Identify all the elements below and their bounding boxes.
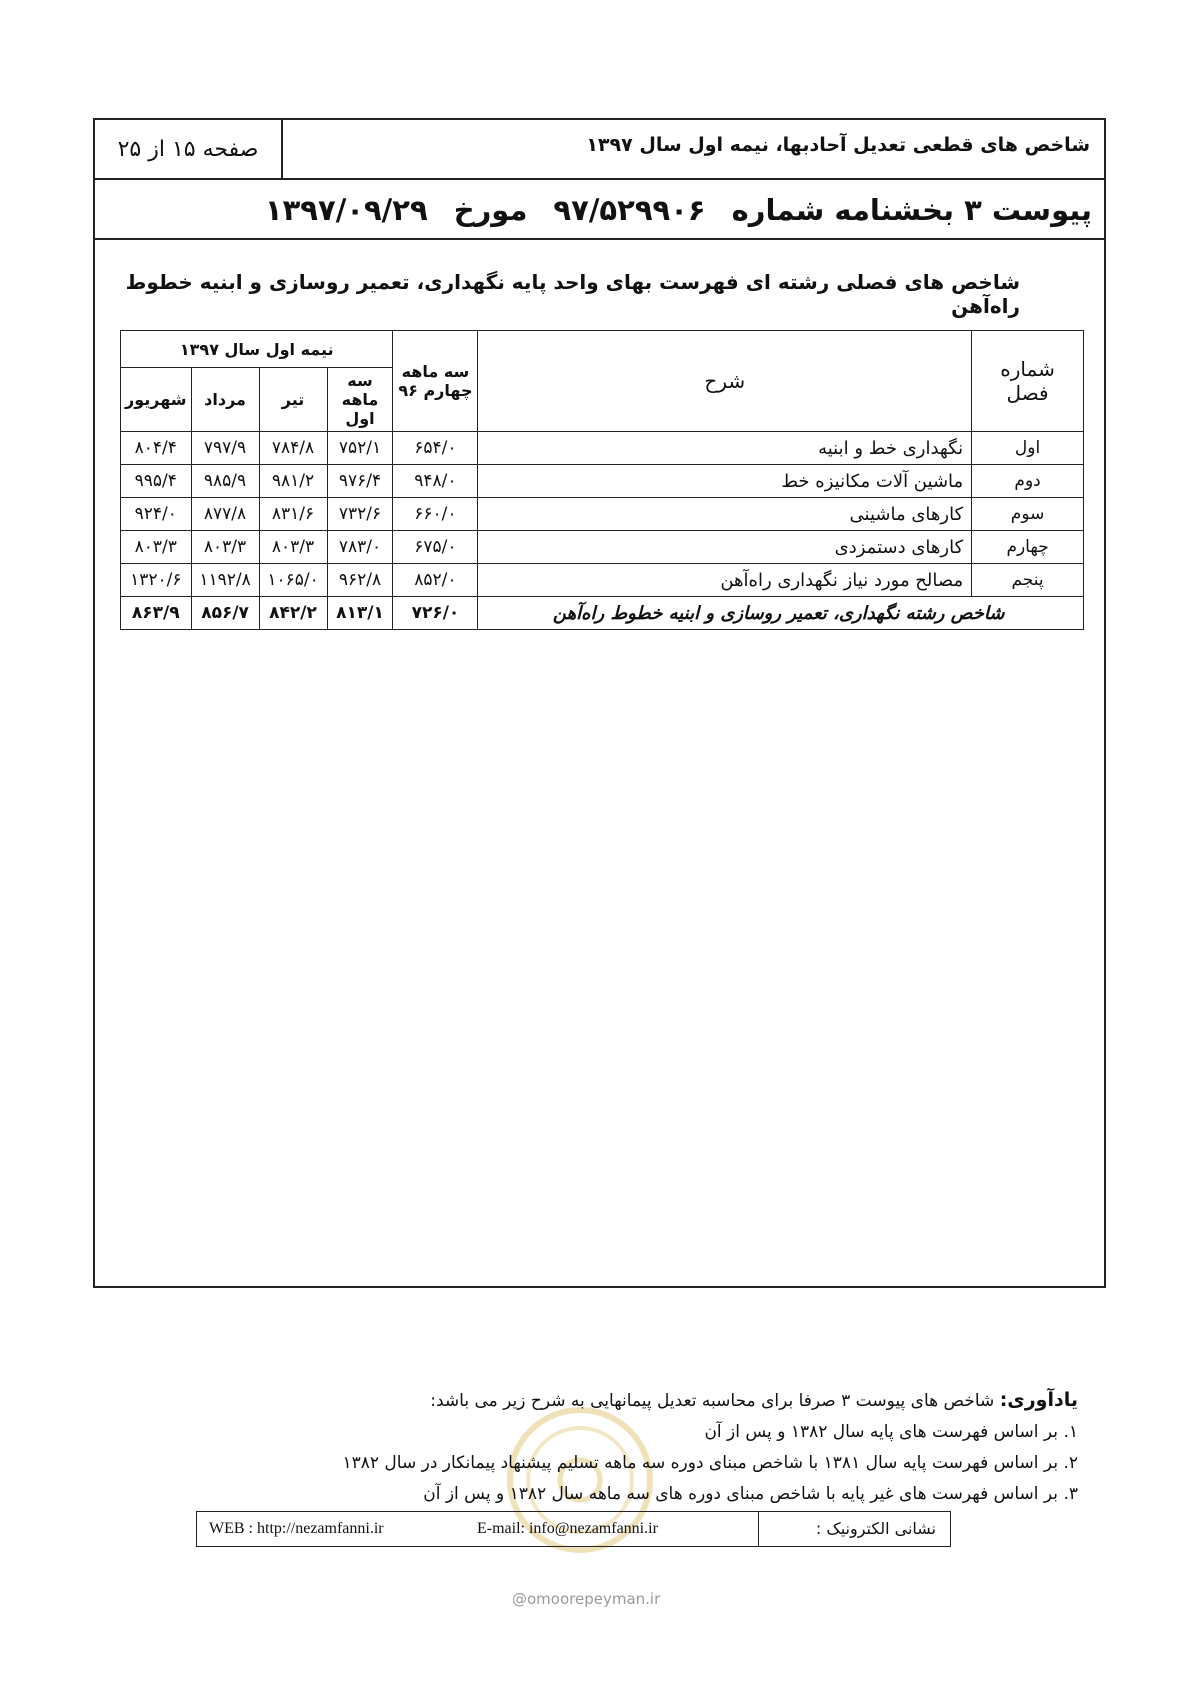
notes [343, 1385, 1079, 1510]
page-frame [93, 118, 1106, 1288]
cell-tir: ۷۸۴/۸ [259, 432, 327, 465]
header-q1 [327, 368, 393, 432]
header-desc: شرح [478, 331, 972, 432]
header-chapter: شماره فصل [972, 331, 1084, 432]
note-item: ۲. بر اساس فهرست پایه سال ۱۳۸۱ با شاخص مبنای دوره سه ماهه تسلیم پیشنهاد پیمانکار در سال ۱۳۸۲ [342, 1453, 1078, 1473]
table-row [121, 465, 1084, 498]
cell-chapter: اول [972, 432, 1084, 465]
doc-title: شاخص های قطعی تعدیل آحادبها، نیمه اول سال ۱۳۹۷ [586, 134, 1090, 156]
annex-label: پیوست ۳ بخشنامه شماره [731, 193, 1092, 227]
cell-tir: ۸۰۳/۳ [259, 531, 327, 564]
table-row [121, 498, 1084, 531]
header-q4-96-line1: سه ماهه [401, 362, 470, 381]
cell-q1: ۹۶۲/۸ [327, 564, 393, 597]
total-tir: ۸۴۲/۲ [259, 597, 327, 630]
cell-q1: ۷۳۲/۶ [327, 498, 393, 531]
cell-mordad: ۹۸۵/۹ [191, 465, 259, 498]
watermark-site: @omoorepeyman.ir [512, 1590, 661, 1608]
cell-desc: مصالح مورد نیاز نگهداری راه‌آهن [478, 564, 972, 597]
email-link[interactable]: E-mail: info@nezamfanni.ir [477, 1520, 658, 1537]
cell-q1: ۷۸۳/۰ [327, 531, 393, 564]
contact-label: نشانی الکترونیک : [758, 1512, 950, 1546]
cell-q1: ۹۷۶/۴ [327, 465, 393, 498]
total-mordad: ۸۵۶/۷ [191, 597, 259, 630]
annex-title [95, 180, 1104, 240]
cell-q4: ۶۷۵/۰ [393, 531, 478, 564]
cell-desc: کارهای دستمزدی [478, 531, 972, 564]
cell-shahrivar: ۸۰۳/۳ [121, 531, 192, 564]
cell-desc: نگهداری خط و ابنیه [478, 432, 972, 465]
cell-q4: ۶۵۴/۰ [393, 432, 478, 465]
cell-q4: ۸۵۲/۰ [393, 564, 478, 597]
total-q4: ۷۲۶/۰ [393, 597, 478, 630]
cell-q4: ۶۶۰/۰ [393, 498, 478, 531]
cell-tir: ۸۳۱/۶ [259, 498, 327, 531]
website-link[interactable]: WEB : http://nezamfanni.ir [209, 1520, 384, 1537]
cell-tir: ۱۰۶۵/۰ [259, 564, 327, 597]
notes-intro: شاخص های پیوست ۳ صرفا برای محاسبه تعدیل پیمانهایی به شرح زیر می باشد: [430, 1391, 995, 1411]
total-shahrivar: ۸۶۳/۹ [121, 597, 192, 630]
section-title: شاخص های فصلی رشته ای فهرست بهای واحد پایه نگهداری، تعمیر روسازی و ابنیه خطوط راه‌آهن [125, 270, 1020, 318]
header-q1-line1: سه ماهه [341, 371, 379, 410]
note-item: ۳. بر اساس فهرست های غیر پایه با شاخص مبنای دوره های سه ماهه سال ۱۳۸۲ و پس از آن [423, 1484, 1078, 1504]
page-number: صفحه ۱۵ از ۲۵ [95, 120, 283, 178]
cell-mordad: ۸۷۷/۸ [191, 498, 259, 531]
cell-q1: ۷۵۲/۱ [327, 432, 393, 465]
cell-shahrivar: ۹۹۵/۴ [121, 465, 192, 498]
header-h1-1397: نیمه اول سال ۱۳۹۷ [121, 331, 393, 368]
header-row [95, 120, 1104, 180]
cell-q4: ۹۴۸/۰ [393, 465, 478, 498]
cell-mordad: ۷۹۷/۹ [191, 432, 259, 465]
notes-lead: یادآوری: [999, 1389, 1078, 1411]
table-row [121, 564, 1084, 597]
cell-shahrivar: ۹۲۴/۰ [121, 498, 192, 531]
dated-label: مورخ [453, 193, 528, 227]
total-row [121, 597, 1084, 630]
header-tir: تیر [259, 368, 327, 432]
cell-chapter: سوم [972, 498, 1084, 531]
total-desc: شاخص رشته نگهداری، تعمیر روسازی و ابنیه خطوط راه‌آهن [478, 597, 1084, 630]
header-shahrivar: شهریور [121, 368, 192, 432]
cell-desc: کارهای ماشینی [478, 498, 972, 531]
header-q4-96 [393, 331, 478, 432]
cell-mordad: ۱۱۹۲/۸ [191, 564, 259, 597]
cell-tir: ۹۸۱/۲ [259, 465, 327, 498]
circular-number: ۹۷/۵۲۹۹۰۶ [553, 193, 706, 227]
table-row [121, 531, 1084, 564]
cell-chapter: پنجم [972, 564, 1084, 597]
cell-mordad: ۸۰۳/۳ [191, 531, 259, 564]
index-table [120, 330, 1084, 630]
header-mordad: مرداد [191, 368, 259, 432]
cell-chapter: دوم [972, 465, 1084, 498]
note-item: ۱. بر اساس فهرست های پایه سال ۱۳۸۲ و پس از آن [704, 1422, 1078, 1442]
cell-chapter: چهارم [972, 531, 1084, 564]
circular-date: ۱۳۹۷/۰۹/۲۹ [264, 193, 428, 227]
cell-shahrivar: ۱۳۲۰/۶ [121, 564, 192, 597]
table-row [121, 432, 1084, 465]
total-q1: ۸۱۳/۱ [327, 597, 393, 630]
contact-box [196, 1511, 951, 1547]
header-q1-line2: اول [345, 409, 375, 429]
header-q4-96-line2: چهارم ۹۶ [398, 381, 473, 400]
cell-desc: ماشین آلات مکانیزه خط [478, 465, 972, 498]
cell-shahrivar: ۸۰۴/۴ [121, 432, 192, 465]
notes-intro-line [343, 1385, 1079, 1417]
